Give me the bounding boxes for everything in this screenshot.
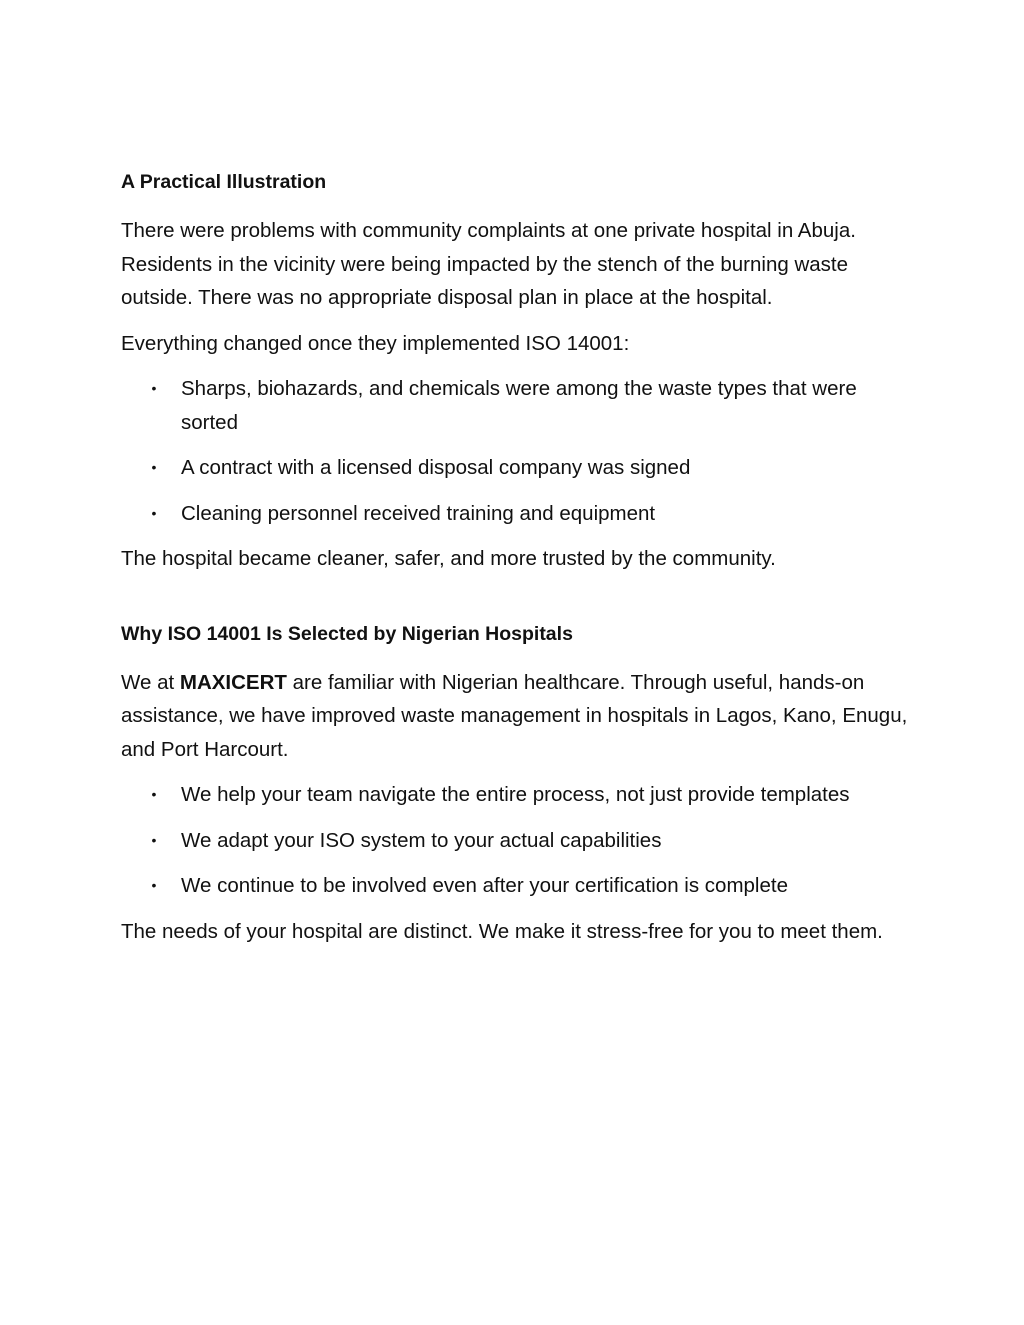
paragraph-maxicert-intro <box>121 666 914 767</box>
bullet-list-changes <box>121 372 914 530</box>
intro-suffix: are familiar with Nigerian healthcare. Through useful, hands-on assistance, we have improved waste management in hospitals in Lagos, Kano, Enugu, and Port Harcourt. <box>121 670 908 761</box>
bullet-icon: • <box>151 504 157 521</box>
list-item-text: We adapt your ISO system to your actual capabilities <box>181 828 662 852</box>
section-heading-why-iso: Why ISO 14001 Is Selected by Nigerian Hospitals <box>121 622 573 645</box>
bullet-icon: • <box>151 786 157 802</box>
intro-prefix: We at <box>121 670 180 694</box>
list-item-text: Sharps, biohazards, and chemicals were among the waste types that were sorted <box>181 377 857 434</box>
paragraph-closing: The needs of your hospital are distinct. We make it stress-free for you to meet them. <box>121 919 883 943</box>
bullet-icon: • <box>151 831 157 848</box>
paragraph-hospital-result: The hospital became cleaner, safer, and more trusted by the community. <box>121 547 776 570</box>
list-item-text: We help your team navigate the entire process, not just provide templates <box>181 783 850 806</box>
list-item <box>121 372 914 439</box>
paragraph-hospital-problem: There were problems with community complaints at one private hospital in Abuja. Residents in the vicinity were being impacted by the stench of the burning waste outside. There was no appropriate disposal plan in place at the hospital. <box>121 219 856 309</box>
list-item <box>121 778 914 812</box>
bullet-icon: • <box>151 380 157 396</box>
bullet-icon: • <box>151 877 157 893</box>
list-item-text: Cleaning personnel received training and equipment <box>181 501 656 525</box>
paragraph-iso-implementation: Everything changed once they implemented ISO 14001: <box>121 331 630 355</box>
section-spacer <box>121 588 914 620</box>
section-heading-practical-illustration: A Practical Illustration <box>121 171 327 193</box>
bullet-icon: • <box>151 459 157 475</box>
list-item <box>121 869 914 903</box>
list-item <box>121 497 914 531</box>
list-item <box>121 451 914 485</box>
list-item <box>121 824 914 858</box>
brand-name: MAXICERT <box>179 670 287 694</box>
bullet-list-services <box>121 778 914 903</box>
list-item-text: We continue to be involved even after your certification is complete <box>181 874 788 897</box>
list-item-text: A contract with a licensed disposal company was signed <box>181 456 691 479</box>
